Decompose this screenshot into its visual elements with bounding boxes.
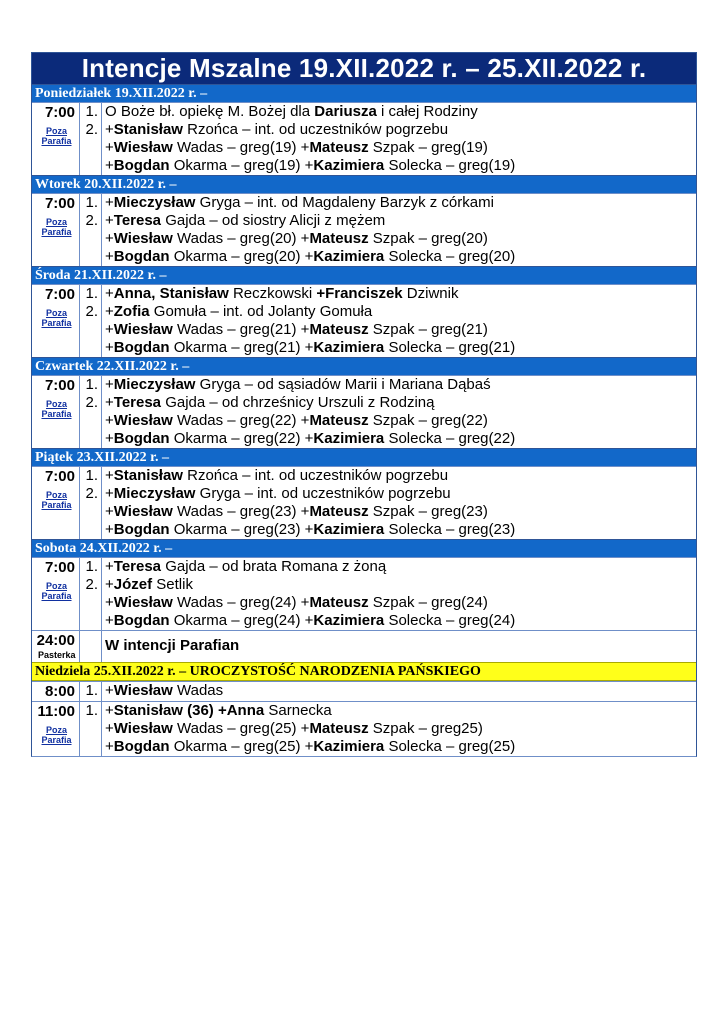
intention-line [105,412,696,430]
intention-number: 2. [85,485,98,502]
day-header: Środa 21.XII.2022 r. – [32,266,696,284]
intention-text: Wadas – greg(20) + [172,230,310,247]
intention-text: Solecka – greg(23) [384,521,516,538]
intention-text: + [105,720,114,737]
intention-text: + [105,521,114,538]
intention-text: Sarnecka [264,702,332,719]
mass-time: 7:00 [44,468,75,485]
intention-lines [102,631,696,662]
intention-text: + [105,303,114,320]
intention-name: Mieczysław [113,376,196,393]
intention-name: Zofia [113,303,150,320]
intention-name: Kazimiera [313,339,385,356]
intention-name: Bogdan [113,521,170,538]
mass-time-cell [32,285,80,357]
intention-name: Wiesław [113,321,173,338]
intention-name: Bogdan [113,430,170,447]
mass-row [32,466,696,539]
mass-row [32,102,696,175]
intention-text: Wadas [172,682,224,699]
intention-line [105,303,696,321]
intention-line [105,682,696,700]
intention-name: +Franciszek [316,285,403,302]
intention-number: 1. [85,682,98,699]
intention-name: Kazimiera [313,430,385,447]
intention-name: Józef [113,576,153,593]
intention-text: Setlik [152,576,193,593]
intention-text: Wadas – greg(25) + [172,720,310,737]
intention-text: Gajda – od chrześnicy Urszuli z Rodziną [161,394,435,411]
intention-line [105,376,696,394]
intention-text: Gajda – od siostry Alicji z mężem [161,212,386,229]
intention-name: Teresa [113,394,162,411]
intention-line [105,467,696,485]
intention-text: Szpak – greg(21) [368,321,488,338]
intention-text: Okarma – greg(24) + [169,612,314,629]
intention-line [105,194,696,212]
intention-name: Mateusz [309,503,369,520]
intention-name: Stanisław (36) +Anna [113,702,265,719]
intention-line [105,212,696,230]
mass-time: 11:00 [37,703,75,720]
intention-line [105,503,696,521]
mass-row [32,557,696,630]
mass-row [32,681,696,701]
poza-parafia-link[interactable]: Poza Parafia [41,126,72,146]
intention-text: Okarma – greg(25) + [169,738,314,755]
intention-numbers [80,558,102,630]
days-list [32,84,696,756]
intention-text: Okarma – greg(21) + [169,339,314,356]
mass-time: 8:00 [44,683,75,700]
intention-lines [102,702,696,756]
intention-name: Wiesław [113,139,173,156]
intention-text: + [105,339,114,356]
intention-text: Okarma – greg(23) + [169,521,314,538]
intention-lines [102,682,696,701]
intention-text: Solecka – greg(19) [384,157,516,174]
intention-line [105,485,696,503]
poza-parafia-link[interactable]: Poza Parafia [41,399,72,419]
intention-text: Szpak – greg(22) [368,412,488,429]
mass-time: 7:00 [44,195,75,212]
intention-text: Rzońca – int. od uczestników pogrzebu [182,121,449,138]
intention-name: Mateusz [309,139,369,156]
intention-name: Mateusz [309,720,369,737]
mass-row [32,701,696,756]
mass-time-cell [32,558,80,630]
intention-text: + [105,194,114,211]
intention-line [105,103,696,121]
intention-text: i całej Rodziny [376,103,478,120]
intention-text: Solecka – greg(25) [384,738,516,755]
intention-text: Gryga – od sąsiadów Marii i Mariana Dąbaś [195,376,491,393]
mass-time-cell [32,376,80,448]
mass-time: 7:00 [44,377,75,394]
mass-row [32,630,696,662]
intention-number: 1. [85,467,98,484]
intention-name: Mieczysław [113,485,196,502]
intention-text: + [105,139,114,156]
intention-text: Szpak – greg(19) [368,139,488,156]
intention-name: Mieczysław [113,194,196,211]
intention-text: Szpak – greg(23) [368,503,488,520]
intention-text: Solecka – greg(22) [384,430,516,447]
intention-text: Szpak – greg(20) [368,230,488,247]
mass-time: 24:00 [36,632,75,649]
intention-text: + [105,321,114,338]
mass-time: 7:00 [44,559,75,576]
intention-name: Kazimiera [313,248,385,265]
mass-row [32,193,696,266]
intention-text: Wadas – greg(24) + [172,594,310,611]
intention-number: 2. [85,303,98,320]
intention-text: + [105,157,114,174]
intention-text: Solecka – greg(24) [384,612,516,629]
intention-text: + [105,702,114,719]
intention-line [105,248,696,266]
day-header: Niedziela 25.XII.2022 r. – UROCZYSTOŚĆ NARODZENIA PAŃSKIEGO [32,662,696,681]
day-header: Czwartek 22.XII.2022 r. – [32,357,696,375]
intention-name: Bogdan [113,738,170,755]
intention-text: Solecka – greg(20) [384,248,516,265]
intention-text: + [105,485,114,502]
intention-name: Mateusz [309,594,369,611]
intention-text: O Boże bł. opiekę M. Bożej dla [105,103,315,120]
intention-line [105,430,696,448]
intention-name: Kazimiera [313,612,385,629]
intention-text: Gajda – od brata Romana z żoną [161,558,387,575]
intention-line [105,558,696,576]
intention-line [105,738,696,756]
intention-number: 1. [85,558,98,575]
intention-name: Wiesław [113,230,173,247]
page-title: Intencje Mszalne 19.XII.2022 r. – 25.XII.2022 r. [32,53,696,84]
mass-time: 7:00 [44,286,75,303]
poza-parafia-link[interactable]: Poza Parafia [41,725,72,745]
intention-text: + [105,594,114,611]
intention-lines [102,467,696,539]
day-header: Piątek 23.XII.2022 r. – [32,448,696,466]
intention-line [105,521,696,539]
intention-numbers [80,702,102,756]
intention-text: Szpak – greg(24) [368,594,488,611]
mass-row [32,375,696,448]
intentions-sheet [31,52,697,757]
intention-text: Dziwnik [402,285,459,302]
intention-name: Mateusz [309,230,369,247]
intention-lines [102,376,696,448]
intention-name: Anna, Stanisław [113,285,229,302]
intention-text: + [105,285,114,302]
mass-row [32,284,696,357]
intention-text: + [105,230,114,247]
intention-numbers [80,376,102,448]
intention-text: Szpak – greg25) [368,720,483,737]
mass-time-cell [32,682,80,701]
intention-line [105,139,696,157]
intention-number: 1. [85,702,98,719]
intention-text: Okarma – greg(20) + [169,248,314,265]
intention-text: + [105,558,114,575]
mass-time: 7:00 [44,104,75,121]
intention-text: Gomuła – int. od Jolanty Gomuła [149,303,373,320]
intention-name: Mateusz [309,321,369,338]
intention-text: Okarma – greg(22) + [169,430,314,447]
intention-name: Kazimiera [313,738,385,755]
intention-numbers [80,194,102,266]
intention-name: Wiesław [113,594,173,611]
mass-time-cell [32,103,80,175]
intention-line [105,720,696,738]
intention-text: Rzońca – int. od uczestników pogrzebu [182,467,449,484]
poza-parafia-link[interactable]: Poza Parafia [41,490,72,510]
intention-text: + [105,376,114,393]
intention-text: + [105,503,114,520]
mass-subtitle: Pasterka [38,650,76,660]
intention-name: Bogdan [113,612,170,629]
intention-line [105,339,696,357]
intention-lines [102,103,696,175]
intention-line [105,594,696,612]
intention-numbers [80,285,102,357]
day-header: Wtorek 20.XII.2022 r. – [32,175,696,193]
intention-lines [102,194,696,266]
poza-parafia-link[interactable]: Poza Parafia [41,217,72,237]
intention-number: 1. [85,285,98,302]
intention-name: Wiesław [113,720,173,737]
intention-text: Wadas – greg(19) + [172,139,310,156]
intention-number: 1. [85,103,98,120]
intention-text: + [105,212,114,229]
intention-text: Wadas – greg(22) + [172,412,310,429]
intention-number: 2. [85,394,98,411]
day-header: Poniedziałek 19.XII.2022 r. – [32,84,696,102]
mass-time-cell [32,194,80,266]
intention-number: 2. [85,212,98,229]
intention-text: Gryga – int. od uczestników pogrzebu [195,485,451,502]
intention-name: Teresa [113,212,162,229]
intention-text: Reczkowski [228,285,317,302]
intention-line [105,285,696,303]
intention-name: Wiesław [113,682,173,699]
intention-name: Bogdan [113,157,170,174]
intention-numbers [80,103,102,175]
intention-line [105,612,696,630]
intention-line [105,702,696,720]
intention-text: Okarma – greg(19) + [169,157,314,174]
intention-line [105,157,696,175]
intention-name: Bogdan [113,248,170,265]
intention-name: Bogdan [113,339,170,356]
intention-text: + [105,394,114,411]
intention-text: + [105,467,114,484]
mass-time-cell [32,631,80,662]
intention-line [105,230,696,248]
poza-parafia-link[interactable]: Poza Parafia [41,308,72,328]
intention-name: Stanisław [113,467,183,484]
intention-name: Kazimiera [313,157,385,174]
day-header: Sobota 24.XII.2022 r. – [32,539,696,557]
intention-number: 2. [85,576,98,593]
intention-text: Wadas – greg(23) + [172,503,310,520]
intention-numbers [80,467,102,539]
intention-lines [102,285,696,357]
intention-line [105,121,696,139]
mass-time-cell [32,702,80,756]
intention-text: + [105,738,114,755]
intention-number: 1. [85,376,98,393]
intention-number: 2. [85,121,98,138]
intention-name: Kazimiera [313,521,385,538]
intention-line [105,576,696,594]
intention-text: + [105,412,114,429]
intention-name: Mateusz [309,412,369,429]
poza-parafia-link[interactable]: Poza Parafia [41,581,72,601]
intention-name: Stanisław [113,121,183,138]
mass-time-cell [32,467,80,539]
intention-text: W intencji Parafian [105,637,240,654]
intention-text: + [105,682,114,699]
intention-name: Wiesław [113,412,173,429]
intention-name: Teresa [113,558,162,575]
intention-text: + [105,248,114,265]
intention-number: 1. [85,194,98,211]
intention-text: Gryga – int. od Magdaleny Barzyk z córkami [195,194,494,211]
intention-text: + [105,430,114,447]
intention-text: Wadas – greg(21) + [172,321,310,338]
intention-text: + [105,612,114,629]
intention-name: Wiesław [113,503,173,520]
intention-text: Solecka – greg(21) [384,339,516,356]
intention-lines [102,558,696,630]
intention-text: + [105,576,114,593]
intention-numbers [80,682,102,701]
intention-numbers [80,631,102,662]
intention-line [105,321,696,339]
intention-line [105,394,696,412]
intention-text: + [105,121,114,138]
intention-name: Dariusza [314,103,377,120]
